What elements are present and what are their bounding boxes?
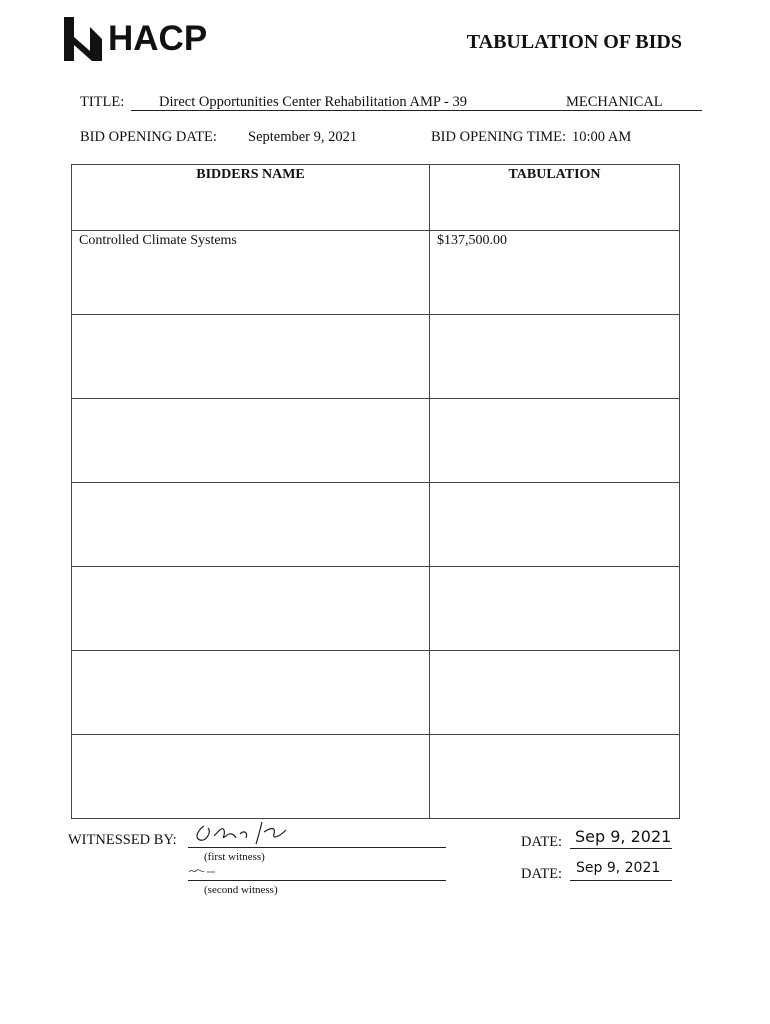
first-date-label: DATE:	[521, 834, 563, 850]
hacp-logo	[64, 16, 207, 62]
bid-opening-date-label: BID OPENING DATE:	[80, 129, 217, 145]
bid-amount: $137,500.00	[437, 233, 507, 248]
table-header-row	[72, 165, 680, 231]
bid-amount	[430, 483, 679, 485]
bidder-cell	[72, 567, 430, 651]
bid-amount	[430, 399, 679, 401]
bidder-cell	[72, 231, 430, 315]
title-value: Direct Opportunities Center Rehabilitation AMP - 39	[159, 94, 467, 110]
bid-opening-time-value: 10:00 AM	[572, 129, 632, 145]
tabulation-cell	[430, 399, 680, 483]
document-heading: TABULATION OF BIDS	[466, 31, 682, 53]
first-witness-caption: (first witness)	[204, 851, 265, 863]
tabulation-cell	[430, 483, 680, 567]
logo-text: HACP	[108, 19, 208, 58]
first-witness-signature	[190, 818, 300, 848]
second-witness-signature	[188, 866, 216, 876]
bid-opening-time-label: BID OPENING TIME:	[431, 129, 567, 145]
bidder-name	[72, 315, 429, 317]
bid-amount	[430, 567, 679, 569]
bidder-name: Controlled Climate Systems	[79, 233, 237, 248]
second-witness-caption: (second witness)	[204, 884, 278, 896]
bidder-name	[72, 651, 429, 653]
tabulation-cell	[430, 735, 680, 819]
bid-amount	[430, 651, 679, 653]
bidder-cell	[72, 315, 430, 399]
witnessed-by-label: WITNESSED BY:	[68, 832, 177, 848]
bidder-cell	[72, 651, 430, 735]
second-date-label: DATE:	[521, 866, 563, 882]
title-label: TITLE:	[80, 94, 125, 110]
bids-table	[71, 164, 680, 819]
second-date-line	[570, 880, 672, 881]
tabulation-cell	[430, 651, 680, 735]
table-row	[72, 651, 680, 735]
bid-amount	[430, 735, 679, 737]
second-date-value: Sep 9, 2021	[576, 860, 661, 876]
tabulation-cell	[430, 231, 680, 315]
second-witness-line	[188, 880, 446, 881]
tabulation-cell	[430, 315, 680, 399]
tabulation-cell	[430, 567, 680, 651]
bid-amount	[430, 315, 679, 317]
bid-opening-date-value: September 9, 2021	[248, 129, 358, 145]
bidder-cell	[72, 483, 430, 567]
table-row	[72, 735, 680, 819]
header-bidders-name: BIDDERS NAME	[72, 165, 430, 231]
table-row	[72, 231, 680, 315]
bidder-name	[72, 567, 429, 569]
first-witness-line	[188, 847, 446, 848]
title-category: MECHANICAL	[566, 94, 663, 110]
first-date-line	[570, 848, 672, 849]
first-date-value: Sep 9, 2021	[575, 827, 672, 846]
bidder-cell	[72, 735, 430, 819]
table-row	[72, 483, 680, 567]
bidder-name	[72, 399, 429, 401]
table-row	[72, 399, 680, 483]
bidder-name	[72, 483, 429, 485]
header-tabulation: TABULATION	[430, 165, 680, 231]
hacp-logo-mark-icon	[64, 17, 104, 61]
table-row	[72, 315, 680, 399]
bidder-cell	[72, 399, 430, 483]
bidder-name	[72, 735, 429, 737]
table-row	[72, 567, 680, 651]
